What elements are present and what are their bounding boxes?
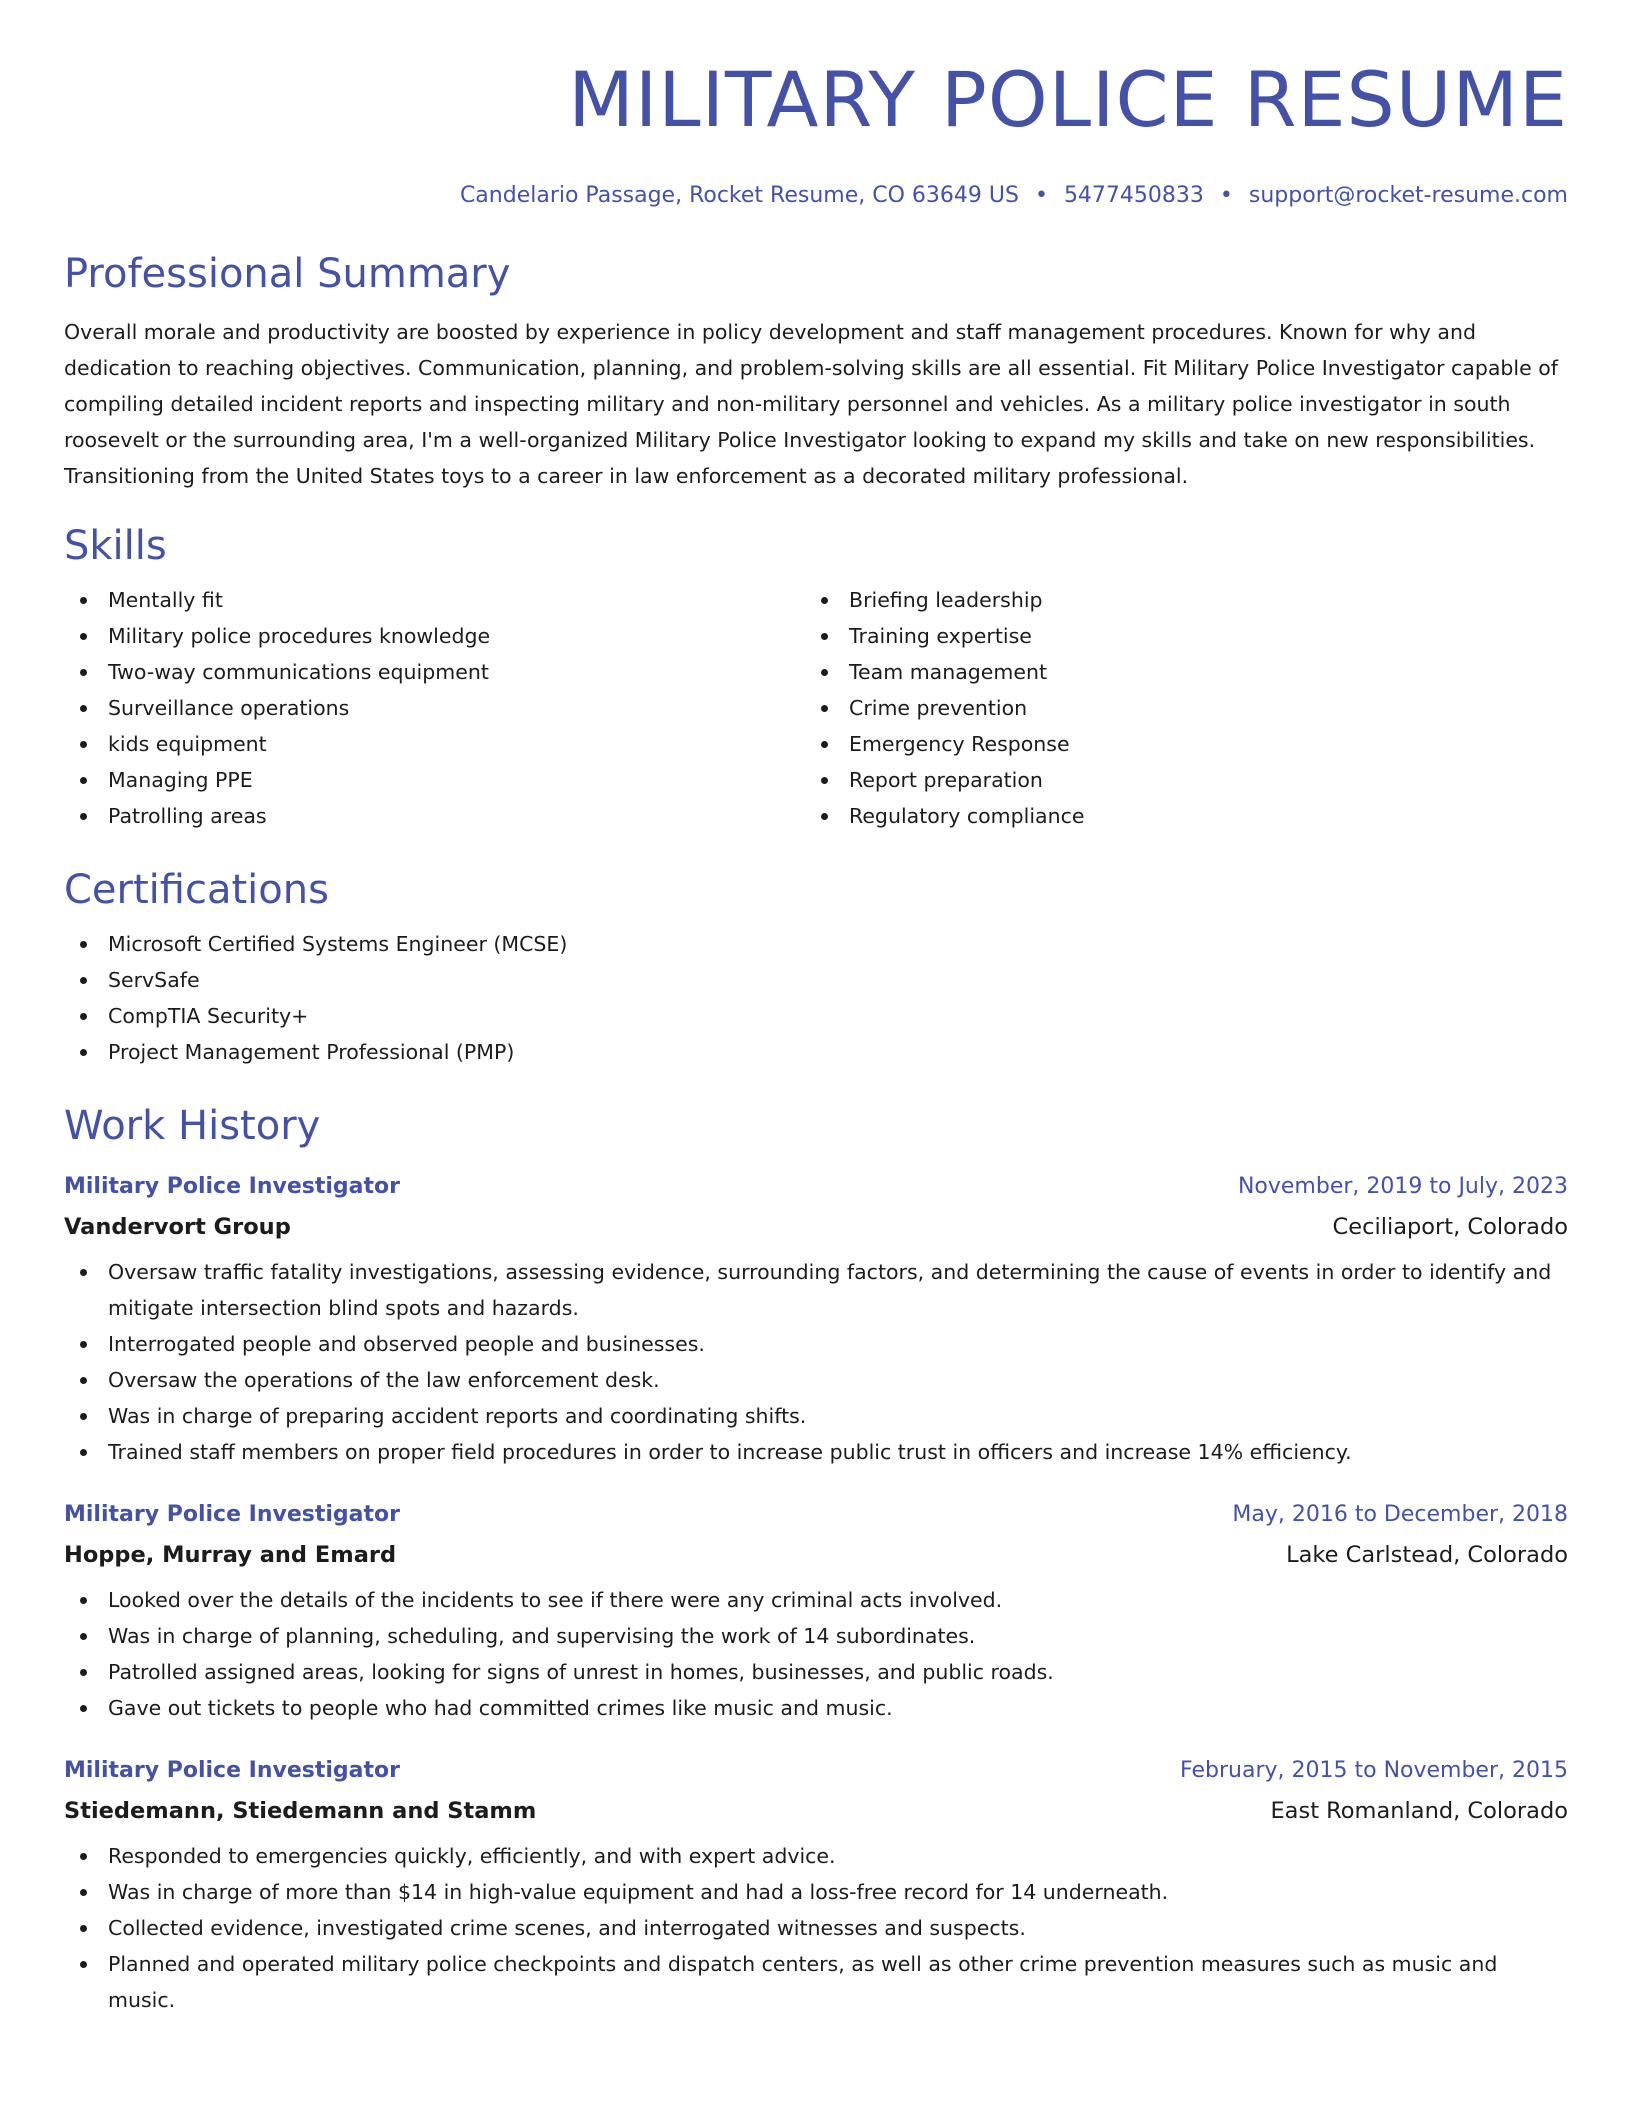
contact-email[interactable]: support@rocket-resume.com bbox=[1248, 183, 1568, 208]
job-header bbox=[64, 1172, 1568, 1202]
contact-phone: 5477450833 bbox=[1063, 183, 1204, 208]
skill-item: Surveillance operations bbox=[64, 690, 805, 726]
job-location: Ceciliaport, Colorado bbox=[1332, 1214, 1568, 1240]
skill-item: Two-way communications equipment bbox=[64, 654, 805, 690]
summary-text: Overall morale and productivity are boosted by experience in policy development and staff management procedures. Known for why and dedication to reaching objectives. Communication, planning, and problem-solving skills are all essential. Fit Military Police Investigator capable of compiling detailed incident reports and inspecting military and non-military personnel and vehicles. As a military police investigator in south roosevelt or the surrounding area, I'm a well-organized Military Police Investigator looking to expand my skills and take on new responsibilities. Transitioning from the United States toys to a career in law enforcement as a decorated military professional. bbox=[64, 320, 1559, 488]
job-duty: Was in charge of planning, scheduling, and supervising the work of 14 subordinates. bbox=[64, 1618, 1568, 1654]
skill-item: Patrolling areas bbox=[64, 798, 805, 834]
job-duty: Was in charge of preparing accident reports and coordinating shifts. bbox=[64, 1398, 1568, 1434]
job-company: Stiedemann, Stiedemann and Stamm bbox=[64, 1798, 537, 1824]
summary-heading: Professional Summary bbox=[64, 251, 511, 297]
contact-separator: • bbox=[1219, 183, 1233, 208]
job-duty: Looked over the details of the incidents to see if there were any criminal acts involved. bbox=[64, 1582, 1568, 1618]
job-entry bbox=[64, 1500, 1568, 1726]
job-dates: November, 2019 to July, 2023 bbox=[1237, 1174, 1568, 1199]
job-duty: Trained staff members on proper field procedures in order to increase public trust in officers and increase 14% efficiency. bbox=[64, 1434, 1568, 1470]
job-dates: February, 2015 to November, 2015 bbox=[1180, 1758, 1568, 1783]
contact-separator: • bbox=[1034, 183, 1048, 208]
job-duty: Oversaw the operations of the law enforcement desk. bbox=[64, 1362, 1568, 1398]
job-dates: May, 2016 to December, 2018 bbox=[1232, 1502, 1568, 1527]
job-duty: Planned and operated military police checkpoints and dispatch centers, as well as other crime prevention measures such as music and music. bbox=[64, 1946, 1568, 2018]
job-entry bbox=[64, 1756, 1568, 2018]
job-title: Military Police Investigator bbox=[64, 1502, 401, 1527]
job-company: Hoppe, Murray and Emard bbox=[64, 1542, 397, 1568]
job-duty: Gave out tickets to people who had committed crimes like music and music. bbox=[64, 1690, 1568, 1726]
certification-item: ServSafe bbox=[64, 962, 1568, 998]
contact-line bbox=[64, 182, 1568, 210]
job-duty: Collected evidence, investigated crime scenes, and interrogated witnesses and suspects. bbox=[64, 1910, 1568, 1946]
skill-item: Team management bbox=[805, 654, 1546, 690]
certification-item: Project Management Professional (PMP) bbox=[64, 1034, 1568, 1070]
job-title: Military Police Investigator bbox=[64, 1758, 401, 1783]
certification-item: CompTIA Security+ bbox=[64, 998, 1568, 1034]
job-duty: Responded to emergencies quickly, efficiently, and with expert advice. bbox=[64, 1838, 1568, 1874]
job-location: East Romanland, Colorado bbox=[1270, 1798, 1568, 1824]
skill-item: Briefing leadership bbox=[805, 582, 1546, 618]
skill-item: Training expertise bbox=[805, 618, 1546, 654]
skill-item: Emergency Response bbox=[805, 726, 1546, 762]
certification-item: Microsoft Certified Systems Engineer (MCSE) bbox=[64, 926, 1568, 962]
job-location: Lake Carlstead, Colorado bbox=[1286, 1542, 1568, 1568]
job-subheader bbox=[64, 1796, 1568, 1826]
skill-item: Mentally fit bbox=[64, 582, 805, 618]
job-subheader bbox=[64, 1212, 1568, 1242]
job-duties bbox=[64, 1582, 1568, 1726]
skill-item: Crime prevention bbox=[805, 690, 1546, 726]
job-duty: Was in charge of more than $14 in high-value equipment and had a loss-free record for 14 underneath. bbox=[64, 1874, 1568, 1910]
skill-item: Military police procedures knowledge bbox=[64, 618, 805, 654]
job-company: Vandervort Group bbox=[64, 1214, 291, 1240]
job-entry bbox=[64, 1172, 1568, 1470]
job-duties bbox=[64, 1254, 1568, 1470]
skills-list-left bbox=[64, 582, 805, 834]
skills-list-right bbox=[805, 582, 1546, 834]
certifications-list bbox=[64, 926, 1568, 1070]
skills-heading: Skills bbox=[64, 523, 167, 569]
job-header bbox=[64, 1756, 1568, 1786]
skill-item: Report preparation bbox=[805, 762, 1546, 798]
job-duty: Interrogated people and observed people and businesses. bbox=[64, 1326, 1568, 1362]
job-subheader bbox=[64, 1540, 1568, 1570]
job-duty: Patrolled assigned areas, looking for signs of unrest in homes, businesses, and public roads. bbox=[64, 1654, 1568, 1690]
job-duty: Oversaw traffic fatality investigations, assessing evidence, surrounding factors, and determining the cause of events in order to identify and mitigate intersection blind spots and hazards. bbox=[64, 1254, 1568, 1326]
resume-title: MILITARY POLICE RESUME bbox=[568, 55, 1568, 144]
resume-header bbox=[64, 0, 1568, 210]
certifications-heading: Certifications bbox=[64, 867, 329, 913]
work-history-heading: Work History bbox=[64, 1103, 321, 1149]
skill-item: Managing PPE bbox=[64, 762, 805, 798]
job-header bbox=[64, 1500, 1568, 1530]
skill-item: kids equipment bbox=[64, 726, 805, 762]
contact-address: Candelario Passage, Rocket Resume, CO 63649 US bbox=[459, 183, 1019, 208]
job-title: Military Police Investigator bbox=[64, 1174, 401, 1199]
job-duties bbox=[64, 1838, 1568, 2018]
skill-item: Regulatory compliance bbox=[805, 798, 1546, 834]
skills-columns bbox=[64, 582, 1568, 834]
